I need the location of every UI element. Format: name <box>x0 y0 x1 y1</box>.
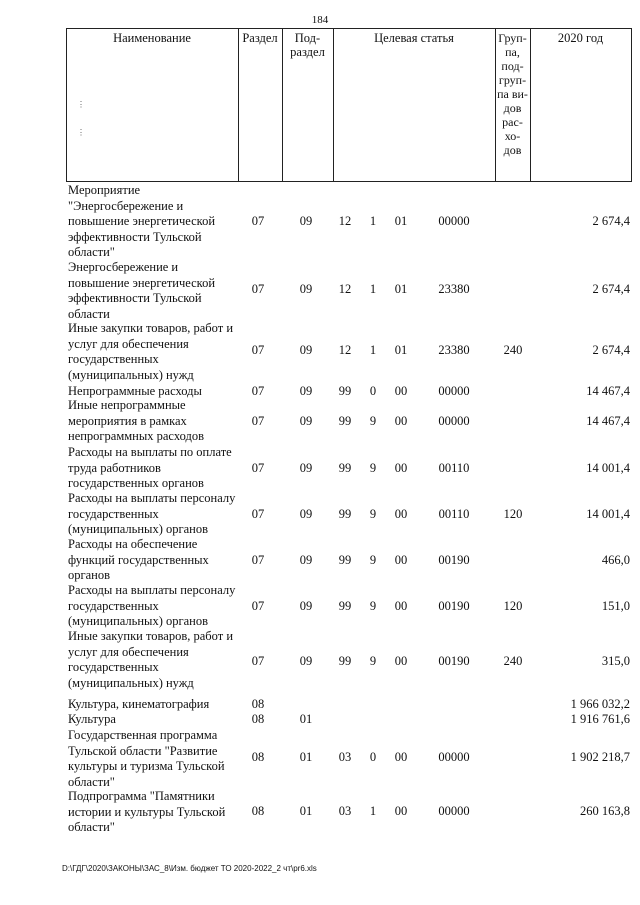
col-divider <box>530 28 531 182</box>
row-article-event: 00 <box>394 654 408 668</box>
row-article-event: 00 <box>394 553 408 567</box>
row-article-direction: 00000 <box>438 750 470 764</box>
row-amount: 14 001,4 <box>586 461 630 475</box>
row-amount: 315,0 <box>601 654 630 668</box>
row-article-direction: 00190 <box>438 553 470 567</box>
header-top-border <box>66 28 632 29</box>
row-subsection: 09 <box>299 343 313 357</box>
row-article-subprogram: 1 <box>369 804 377 818</box>
row-article-program: 03 <box>338 750 352 764</box>
row-name: Культура <box>68 712 116 726</box>
row-article-direction: 00110 <box>438 507 470 521</box>
row-article-subprogram: 1 <box>369 282 377 296</box>
row-name: Иные непрограммные мероприятия в рамках непрограммных расходов <box>68 398 204 443</box>
col-divider <box>333 28 334 182</box>
row-section: 08 <box>251 804 265 818</box>
row-article-event: 00 <box>394 599 408 613</box>
row-subsection: 09 <box>299 461 313 475</box>
row-amount: 2 674,4 <box>592 343 630 357</box>
row-amount: 1 902 218,7 <box>570 750 630 764</box>
row-article-event: 00 <box>394 750 408 764</box>
row-article-event: 00 <box>394 414 408 428</box>
row-article-subprogram: 0 <box>369 384 377 398</box>
row-article-program: 12 <box>338 282 352 296</box>
row-subsection: 01 <box>299 804 313 818</box>
row-name: Подпрограмма "Памятники истории и культуры Тульской области" <box>68 789 226 834</box>
row-subsection: 09 <box>299 414 313 428</box>
row-article-program: 03 <box>338 804 352 818</box>
row-article-subprogram: 9 <box>369 461 377 475</box>
row-section: 07 <box>251 599 265 613</box>
row-amount: 2 674,4 <box>592 214 630 228</box>
row-subsection: 09 <box>299 507 313 521</box>
row-subsection: 09 <box>299 553 313 567</box>
row-article-direction: 23380 <box>438 282 470 296</box>
row-article-event: 00 <box>394 804 408 818</box>
row-amount: 14 467,4 <box>586 414 630 428</box>
row-article-event: 00 <box>394 507 408 521</box>
row-subsection: 09 <box>299 282 313 296</box>
row-article-program: 99 <box>338 507 352 521</box>
row-article-subprogram: 9 <box>369 654 377 668</box>
row-section: 07 <box>251 214 265 228</box>
row-article-direction: 00000 <box>438 384 470 398</box>
row-amount: 2 674,4 <box>592 282 630 296</box>
row-amount: 14 467,4 <box>586 384 630 398</box>
header-target-article: Целевая статья <box>374 31 454 45</box>
row-amount: 151,0 <box>601 599 630 613</box>
row-section: 08 <box>251 750 265 764</box>
scan-speck: ⋮ <box>77 100 85 109</box>
row-section: 07 <box>251 461 265 475</box>
row-subsection: 09 <box>299 654 313 668</box>
row-section: 07 <box>251 282 265 296</box>
row-name: Расходы на обеспечение функций государственных органов <box>68 537 209 582</box>
row-name: Расходы на выплаты персоналу государственных (муниципальных) органов <box>68 491 236 536</box>
row-expense-group: 120 <box>503 507 523 521</box>
header-bottom-border <box>66 181 632 182</box>
row-article-subprogram: 9 <box>369 414 377 428</box>
row-name: Государственная программа Тульской области "Развитие культуры и туризма Тульской области" <box>68 728 225 789</box>
row-article-subprogram: 1 <box>369 214 377 228</box>
row-amount: 1 916 761,6 <box>570 712 630 726</box>
row-section: 07 <box>251 507 265 521</box>
row-section: 08 <box>251 712 265 726</box>
row-article-subprogram: 9 <box>369 507 377 521</box>
row-article-event: 00 <box>394 384 408 398</box>
row-article-program: 99 <box>338 414 352 428</box>
col-divider <box>631 28 632 182</box>
row-section: 07 <box>251 553 265 567</box>
row-article-event: 01 <box>394 282 408 296</box>
row-subsection: 09 <box>299 599 313 613</box>
row-article-program: 99 <box>338 553 352 567</box>
row-article-direction: 00000 <box>438 804 470 818</box>
header-section: Раздел <box>242 31 278 45</box>
row-article-direction: 23380 <box>438 343 470 357</box>
row-article-event: 01 <box>394 343 408 357</box>
row-article-direction: 00000 <box>438 414 470 428</box>
row-article-program: 12 <box>338 343 352 357</box>
row-subsection: 01 <box>299 712 313 726</box>
row-article-program: 99 <box>338 384 352 398</box>
row-article-direction: 00110 <box>438 461 470 475</box>
row-subsection: 09 <box>299 384 313 398</box>
header-name: Наименование <box>113 31 191 45</box>
row-section: 07 <box>251 384 265 398</box>
row-amount: 466,0 <box>601 553 630 567</box>
scan-speck: ⋮ <box>77 128 85 137</box>
row-amount: 14 001,4 <box>586 507 630 521</box>
row-name: Расходы на выплаты персоналу государственных (муниципальных) органов <box>68 583 236 628</box>
row-article-program: 99 <box>338 654 352 668</box>
row-article-subprogram: 1 <box>369 343 377 357</box>
header-year: 2020 год <box>557 31 604 45</box>
col-divider <box>238 28 239 182</box>
row-article-subprogram: 0 <box>369 750 377 764</box>
row-article-subprogram: 9 <box>369 553 377 567</box>
row-article-program: 99 <box>338 461 352 475</box>
row-subsection: 09 <box>299 214 313 228</box>
row-expense-group: 240 <box>503 654 523 668</box>
row-section: 07 <box>251 343 265 357</box>
row-name: Иные закупки товаров, работ и услуг для обеспечения государственных (муниципальных) нужд <box>68 321 234 382</box>
page-number: 184 <box>311 14 329 26</box>
row-article-program: 99 <box>338 599 352 613</box>
row-name: Иные закупки товаров, работ и услуг для обеспечения государственных (муниципальных) нужд <box>68 629 234 690</box>
table-header <box>0 28 640 182</box>
row-section: 07 <box>251 414 265 428</box>
row-expense-group: 240 <box>503 343 523 357</box>
file-path-footer: D:\ГДГ\2020\ЗАКОНЫ\ЗАС_8\Изм. бюджет ТО 2020-2022_2 чт\pr6.xls <box>62 864 317 873</box>
row-article-event: 01 <box>394 214 408 228</box>
header-subsection: Под- раздел <box>290 31 325 59</box>
row-article-event: 00 <box>394 461 408 475</box>
row-article-direction: 00190 <box>438 599 470 613</box>
row-amount: 260 163,8 <box>580 804 630 818</box>
row-name: Непрограммные расходы <box>68 384 202 398</box>
row-article-direction: 00000 <box>438 214 470 228</box>
row-amount: 1 966 032,2 <box>570 697 630 711</box>
row-name: Расходы на выплаты по оплате труда работников государственных органов <box>68 445 232 490</box>
header-expense-group: Груп- па, под- груп- па ви- дов рас- хо- дов <box>497 31 528 157</box>
row-article-program: 12 <box>338 214 352 228</box>
row-section: 07 <box>251 654 265 668</box>
row-subsection: 01 <box>299 750 313 764</box>
row-name: Мероприятие "Энергосбережение и повышение энергетической эффективности Тульской области" <box>68 183 216 259</box>
row-section: 08 <box>251 697 265 711</box>
row-name: Культура, кинематография <box>68 697 210 711</box>
row-article-subprogram: 9 <box>369 599 377 613</box>
row-expense-group: 120 <box>503 599 523 613</box>
col-divider <box>66 28 67 182</box>
row-name: Энергосбережение и повышение энергетической эффективности Тульской области <box>68 260 216 321</box>
row-article-direction: 00190 <box>438 654 470 668</box>
